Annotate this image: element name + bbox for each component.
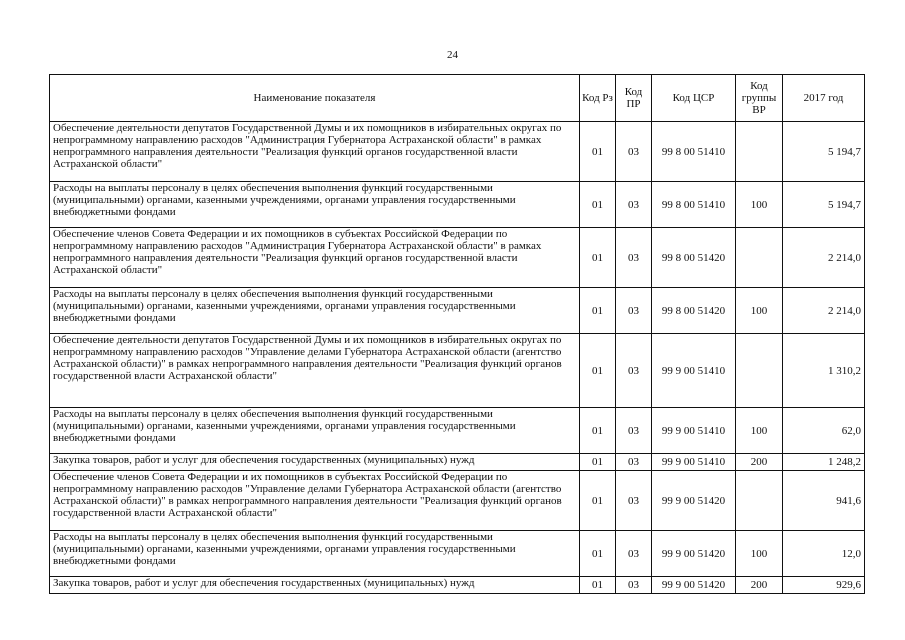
- header-pr: Код ПР: [616, 75, 652, 122]
- row-pr: 03: [616, 531, 652, 577]
- row-pr: 03: [616, 288, 652, 334]
- row-amount: 2 214,0: [783, 228, 865, 288]
- row-pr: 03: [616, 577, 652, 594]
- row-pr: 03: [616, 471, 652, 531]
- table-row: [50, 334, 865, 408]
- row-vr: [736, 334, 783, 408]
- row-name: Расходы на выплаты персоналу в целях обеспечения выполнения функций государственными (муниципальными) органами, казенными учреждениями, органами управления государственными внебюджетными фондами: [50, 408, 580, 454]
- row-pr: 03: [616, 408, 652, 454]
- row-rz: 01: [580, 122, 616, 182]
- row-amount: 1 310,2: [783, 334, 865, 408]
- row-vr: [736, 228, 783, 288]
- row-csr: 99 8 00 51420: [652, 288, 736, 334]
- table-row: [50, 471, 865, 531]
- row-rz: 01: [580, 334, 616, 408]
- row-name: Закупка товаров, работ и услуг для обеспечения государственных (муниципальных) нужд: [50, 454, 580, 471]
- row-csr: 99 8 00 51410: [652, 122, 736, 182]
- row-csr: 99 9 00 51420: [652, 577, 736, 594]
- row-amount: 62,0: [783, 408, 865, 454]
- header-vr: Код группы ВР: [736, 75, 783, 122]
- row-amount: 5 194,7: [783, 122, 865, 182]
- row-vr: 100: [736, 531, 783, 577]
- row-csr: 99 9 00 51410: [652, 334, 736, 408]
- table-body: [50, 122, 865, 594]
- row-name: Обеспечение деятельности депутатов Государственной Думы и их помощников в избирательных округах по непрограммному направлению расходов "Администрация Губернатора Астраханской области" в рамках непрограммного направления деятельности "Реализация функций органов государственной власти Астраханской области": [50, 122, 580, 182]
- budget-table: [49, 74, 865, 594]
- row-csr: 99 9 00 51420: [652, 531, 736, 577]
- row-pr: 03: [616, 334, 652, 408]
- header-csr: Код ЦСР: [652, 75, 736, 122]
- row-csr: 99 8 00 51410: [652, 182, 736, 228]
- header-rz: Код Рз: [580, 75, 616, 122]
- row-amount: 2 214,0: [783, 288, 865, 334]
- row-rz: 01: [580, 531, 616, 577]
- table-header: [50, 75, 865, 122]
- row-csr: 99 9 00 51420: [652, 471, 736, 531]
- row-csr: 99 9 00 51410: [652, 454, 736, 471]
- row-rz: 01: [580, 228, 616, 288]
- row-rz: 01: [580, 182, 616, 228]
- row-csr: 99 8 00 51420: [652, 228, 736, 288]
- row-amount: 5 194,7: [783, 182, 865, 228]
- row-vr: 200: [736, 577, 783, 594]
- row-vr: 100: [736, 288, 783, 334]
- table-row: [50, 577, 865, 594]
- row-amount: 12,0: [783, 531, 865, 577]
- table-row: [50, 454, 865, 471]
- row-vr: [736, 471, 783, 531]
- row-name: Расходы на выплаты персоналу в целях обеспечения выполнения функций государственными (муниципальными) органами, казенными учреждениями, органами управления государственными внебюджетными фондами: [50, 531, 580, 577]
- row-amount: 929,6: [783, 577, 865, 594]
- row-name: Обеспечение членов Совета Федерации и их помощников в субъектах Российской Федерации по непрограммному направлению расходов "Администрация Губернатора Астраханской области" в рамках непрограммного направления деятельности "Реализация функций органов государственной власти Астраханской области": [50, 228, 580, 288]
- row-rz: 01: [580, 288, 616, 334]
- table-row: [50, 531, 865, 577]
- row-name: Обеспечение деятельности депутатов Государственной Думы и их помощников в избирательных округах по непрограммному направлению расходов "Управление делами Губернатора Астраханской области (агентство Астраханской области)" в рамках непрограммного направления деятельности "Реализация функций органов государственной власти Астраханской области": [50, 334, 580, 408]
- row-pr: 03: [616, 454, 652, 471]
- row-rz: 01: [580, 577, 616, 594]
- row-vr: 200: [736, 454, 783, 471]
- header-year: 2017 год: [783, 75, 865, 122]
- row-rz: 01: [580, 408, 616, 454]
- row-amount: 941,6: [783, 471, 865, 531]
- row-pr: 03: [616, 122, 652, 182]
- row-pr: 03: [616, 182, 652, 228]
- table-row: [50, 182, 865, 228]
- page-number: 24: [447, 49, 458, 61]
- row-rz: 01: [580, 454, 616, 471]
- row-csr: 99 9 00 51410: [652, 408, 736, 454]
- row-name: Обеспечение членов Совета Федерации и их помощников в субъектах Российской Федерации по непрограммному направлению расходов "Управление делами Губернатора Астраханской области (агентство Астраханской области)" в рамках непрограммного направления деятельности "Реализация функций органов государственной власти Астраханской области": [50, 471, 580, 531]
- row-vr: 100: [736, 408, 783, 454]
- table-row: [50, 228, 865, 288]
- row-name: Расходы на выплаты персоналу в целях обеспечения выполнения функций государственными (муниципальными) органами, казенными учреждениями, органами управления государственными внебюджетными фондами: [50, 182, 580, 228]
- row-amount: 1 248,2: [783, 454, 865, 471]
- header-name: Наименование показателя: [50, 75, 580, 122]
- row-name: Закупка товаров, работ и услуг для обеспечения государственных (муниципальных) нужд: [50, 577, 580, 594]
- table-row: [50, 408, 865, 454]
- row-rz: 01: [580, 471, 616, 531]
- row-name: Расходы на выплаты персоналу в целях обеспечения выполнения функций государственными (муниципальными) органами, казенными учреждениями, органами управления государственными внебюджетными фондами: [50, 288, 580, 334]
- table-row: [50, 122, 865, 182]
- row-pr: 03: [616, 228, 652, 288]
- table-row: [50, 288, 865, 334]
- row-vr: [736, 122, 783, 182]
- row-vr: 100: [736, 182, 783, 228]
